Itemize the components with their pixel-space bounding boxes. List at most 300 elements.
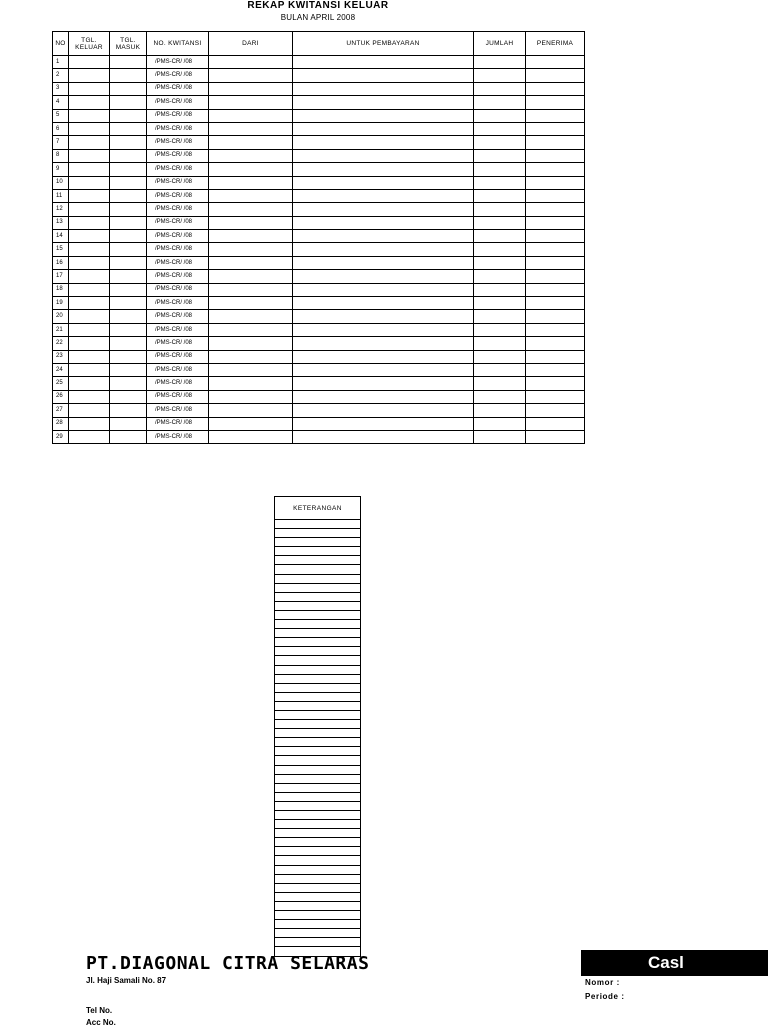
cell-penerima: [526, 337, 585, 350]
cell-penerima: [526, 363, 585, 376]
cell-untuk-pembayaran: [293, 363, 474, 376]
keterangan-cell: [275, 929, 361, 938]
cell-no-kwitansi: /PMS-CR/ /08: [147, 270, 209, 283]
cell-dari: [209, 149, 293, 162]
cell-no: 25: [53, 377, 69, 390]
keterangan-row: [275, 820, 361, 829]
table-row: [53, 243, 585, 256]
cell-no-kwitansi: /PMS-CR/ /08: [147, 323, 209, 336]
keterangan-cell: [275, 629, 361, 638]
cell-no: 14: [53, 230, 69, 243]
keterangan-row: [275, 901, 361, 910]
cell-tgl-keluar: [69, 256, 110, 269]
cell-dari: [209, 310, 293, 323]
cell-dari: [209, 377, 293, 390]
cell-jumlah: [474, 96, 526, 109]
cell-no: 4: [53, 96, 69, 109]
cell-tgl-keluar: [69, 283, 110, 296]
cell-tgl-keluar: [69, 149, 110, 162]
keterangan-row: [275, 720, 361, 729]
cell-untuk-pembayaran: [293, 256, 474, 269]
cell-untuk-pembayaran: [293, 122, 474, 135]
cell-tgl-masuk: [110, 56, 147, 69]
cell-dari: [209, 363, 293, 376]
keterangan-cell: [275, 774, 361, 783]
table-row: [53, 69, 585, 82]
keterangan-cell: [275, 556, 361, 565]
cell-untuk-pembayaran: [293, 163, 474, 176]
keterangan-row: [275, 656, 361, 665]
cell-dari: [209, 203, 293, 216]
company-tel: Tel No.: [86, 1006, 113, 1015]
keterangan-row: [275, 929, 361, 938]
keterangan-row: [275, 520, 361, 529]
cell-tgl-masuk: [110, 189, 147, 202]
cell-tgl-keluar: [69, 350, 110, 363]
cell-tgl-keluar: [69, 189, 110, 202]
cell-penerima: [526, 297, 585, 310]
cell-untuk-pembayaran: [293, 283, 474, 296]
cell-dari: [209, 56, 293, 69]
cell-untuk-pembayaran: [293, 390, 474, 403]
cell-tgl-masuk: [110, 350, 147, 363]
table-row: [53, 270, 585, 283]
cell-jumlah: [474, 283, 526, 296]
keterangan-row: [275, 938, 361, 947]
cell-untuk-pembayaran: [293, 417, 474, 430]
cell-tgl-keluar: [69, 82, 110, 95]
cell-jumlah: [474, 377, 526, 390]
cell-no-kwitansi: /PMS-CR/ /08: [147, 283, 209, 296]
cell-tgl-masuk: [110, 404, 147, 417]
cell-tgl-keluar: [69, 203, 110, 216]
cell-tgl-keluar: [69, 377, 110, 390]
table-row: [53, 297, 585, 310]
cell-untuk-pembayaran: [293, 337, 474, 350]
cell-no-kwitansi: /PMS-CR/ /08: [147, 176, 209, 189]
cell-tgl-keluar: [69, 230, 110, 243]
table-row: [53, 283, 585, 296]
cell-no-kwitansi: /PMS-CR/ /08: [147, 256, 209, 269]
keterangan-cell: [275, 829, 361, 838]
cut-off-text: Acc No.: [86, 1018, 116, 1027]
periode-label: Periode :: [585, 992, 625, 1001]
cell-no-kwitansi: /PMS-CR/ /08: [147, 337, 209, 350]
cell-penerima: [526, 350, 585, 363]
keterangan-row: [275, 865, 361, 874]
cell-dari: [209, 189, 293, 202]
keterangan-cell: [275, 683, 361, 692]
cell-no-kwitansi: /PMS-CR/ /08: [147, 310, 209, 323]
keterangan-row: [275, 729, 361, 738]
keterangan-cell: [275, 583, 361, 592]
cell-no-kwitansi: /PMS-CR/ /08: [147, 96, 209, 109]
table-row: [53, 430, 585, 443]
cell-no-kwitansi: /PMS-CR/ /08: [147, 216, 209, 229]
cell-dari: [209, 82, 293, 95]
keterangan-cell: [275, 738, 361, 747]
keterangan-row: [275, 601, 361, 610]
table-row: [53, 176, 585, 189]
cell-jumlah: [474, 337, 526, 350]
cell-jumlah: [474, 350, 526, 363]
keterangan-row: [275, 747, 361, 756]
cell-no-kwitansi: /PMS-CR/ /08: [147, 203, 209, 216]
cell-tgl-masuk: [110, 310, 147, 323]
cell-tgl-keluar: [69, 122, 110, 135]
keterangan-cell: [275, 610, 361, 619]
cell-tgl-masuk: [110, 377, 147, 390]
keterangan-header: KETERANGAN: [275, 497, 361, 520]
cell-untuk-pembayaran: [293, 350, 474, 363]
cell-tgl-masuk: [110, 163, 147, 176]
keterangan-row: [275, 620, 361, 629]
cell-tgl-keluar: [69, 337, 110, 350]
cell-penerima: [526, 176, 585, 189]
keterangan-row: [275, 547, 361, 556]
cell-no-kwitansi: /PMS-CR/ /08: [147, 136, 209, 149]
keterangan-cell: [275, 865, 361, 874]
cell-dari: [209, 96, 293, 109]
cell-penerima: [526, 56, 585, 69]
cell-tgl-masuk: [110, 216, 147, 229]
cell-tgl-keluar: [69, 270, 110, 283]
cell-tgl-masuk: [110, 430, 147, 443]
table-row: [53, 163, 585, 176]
cell-untuk-pembayaran: [293, 56, 474, 69]
cell-no-kwitansi: /PMS-CR/ /08: [147, 149, 209, 162]
cell-tgl-masuk: [110, 122, 147, 135]
keterangan-row: [275, 911, 361, 920]
keterangan-cell: [275, 547, 361, 556]
cell-tgl-keluar: [69, 136, 110, 149]
keterangan-row: [275, 674, 361, 683]
cell-penerima: [526, 310, 585, 323]
cell-tgl-masuk: [110, 283, 147, 296]
table-row: [53, 82, 585, 95]
cell-dari: [209, 109, 293, 122]
cell-no-kwitansi: /PMS-CR/ /08: [147, 350, 209, 363]
cell-no-kwitansi: /PMS-CR/ /08: [147, 163, 209, 176]
cell-dari: [209, 404, 293, 417]
keterangan-cell: [275, 520, 361, 529]
cell-dari: [209, 283, 293, 296]
keterangan-cell: [275, 811, 361, 820]
cell-no-kwitansi: /PMS-CR/ /08: [147, 363, 209, 376]
cell-no-kwitansi: /PMS-CR/ /08: [147, 122, 209, 135]
keterangan-row: [275, 538, 361, 547]
cell-untuk-pembayaran: [293, 203, 474, 216]
cell-tgl-masuk: [110, 390, 147, 403]
keterangan-row: [275, 801, 361, 810]
keterangan-row: [275, 647, 361, 656]
cell-untuk-pembayaran: [293, 109, 474, 122]
cell-penerima: [526, 82, 585, 95]
cell-tgl-masuk: [110, 256, 147, 269]
cell-tgl-keluar: [69, 390, 110, 403]
keterangan-cell: [275, 874, 361, 883]
keterangan-row: [275, 811, 361, 820]
document-subtitle: BULAN APRIL 2008: [280, 13, 356, 22]
keterangan-cell: [275, 647, 361, 656]
cell-tgl-masuk: [110, 270, 147, 283]
table-row: [53, 203, 585, 216]
cell-no-kwitansi: /PMS-CR/ /08: [147, 417, 209, 430]
cell-no: 19: [53, 297, 69, 310]
keterangan-cell: [275, 765, 361, 774]
cell-no-kwitansi: /PMS-CR/ /08: [147, 390, 209, 403]
keterangan-row: [275, 883, 361, 892]
cell-untuk-pembayaran: [293, 230, 474, 243]
cell-dari: [209, 390, 293, 403]
cell-no: 5: [53, 109, 69, 122]
keterangan-cell: [275, 601, 361, 610]
keterangan-cell: [275, 656, 361, 665]
cell-jumlah: [474, 297, 526, 310]
table-row: [53, 390, 585, 403]
cell-tgl-masuk: [110, 136, 147, 149]
cell-untuk-pembayaran: [293, 270, 474, 283]
keterangan-cell: [275, 565, 361, 574]
cell-penerima: [526, 430, 585, 443]
cell-no: 23: [53, 350, 69, 363]
cell-tgl-masuk: [110, 363, 147, 376]
cell-penerima: [526, 216, 585, 229]
cell-penerima: [526, 404, 585, 417]
cell-penerima: [526, 163, 585, 176]
cell-tgl-keluar: [69, 96, 110, 109]
cell-tgl-masuk: [110, 323, 147, 336]
cell-no: 3: [53, 82, 69, 95]
keterangan-row: [275, 556, 361, 565]
cell-no: 8: [53, 149, 69, 162]
cell-untuk-pembayaran: [293, 189, 474, 202]
table-row: [53, 109, 585, 122]
cell-no: 27: [53, 404, 69, 417]
cell-no: 11: [53, 189, 69, 202]
cell-penerima: [526, 122, 585, 135]
cell-untuk-pembayaran: [293, 297, 474, 310]
cell-no: 21: [53, 323, 69, 336]
cell-untuk-pembayaran: [293, 96, 474, 109]
cell-untuk-pembayaran: [293, 216, 474, 229]
keterangan-cell: [275, 529, 361, 538]
keterangan-row: [275, 783, 361, 792]
keterangan-cell: [275, 938, 361, 947]
cell-jumlah: [474, 176, 526, 189]
cell-penerima: [526, 189, 585, 202]
cell-jumlah: [474, 430, 526, 443]
cell-tgl-masuk: [110, 203, 147, 216]
table-row: [53, 230, 585, 243]
cell-untuk-pembayaran: [293, 310, 474, 323]
cell-penerima: [526, 203, 585, 216]
cell-jumlah: [474, 417, 526, 430]
cell-penerima: [526, 417, 585, 430]
cell-no: 28: [53, 417, 69, 430]
keterangan-cell: [275, 783, 361, 792]
cell-jumlah: [474, 270, 526, 283]
cell-penerima: [526, 109, 585, 122]
cell-untuk-pembayaran: [293, 430, 474, 443]
keterangan-cell: [275, 892, 361, 901]
keterangan-row: [275, 692, 361, 701]
cell-tgl-keluar: [69, 310, 110, 323]
keterangan-cell: [275, 838, 361, 847]
col-header-untuk-pembayaran: UNTUK PEMBAYARAN: [293, 32, 474, 56]
cell-no-kwitansi: /PMS-CR/ /08: [147, 404, 209, 417]
keterangan-row: [275, 701, 361, 710]
table-header-row: [53, 32, 585, 56]
cell-dari: [209, 323, 293, 336]
cell-dari: [209, 163, 293, 176]
cell-penerima: [526, 136, 585, 149]
cell-no-kwitansi: /PMS-CR/ /08: [147, 56, 209, 69]
cell-no-kwitansi: /PMS-CR/ /08: [147, 230, 209, 243]
cell-jumlah: [474, 243, 526, 256]
cell-dari: [209, 297, 293, 310]
keterangan-cell: [275, 901, 361, 910]
cell-tgl-keluar: [69, 417, 110, 430]
cell-jumlah: [474, 310, 526, 323]
table-row: [53, 350, 585, 363]
cell-untuk-pembayaran: [293, 136, 474, 149]
keterangan-cell: [275, 847, 361, 856]
keterangan-cell: [275, 747, 361, 756]
cash-label: Casl: [648, 953, 684, 972]
cell-tgl-keluar: [69, 323, 110, 336]
keterangan-cell: [275, 592, 361, 601]
cell-jumlah: [474, 82, 526, 95]
cell-penerima: [526, 283, 585, 296]
cell-tgl-keluar: [69, 109, 110, 122]
cell-jumlah: [474, 109, 526, 122]
cell-tgl-keluar: [69, 69, 110, 82]
keterangan-row: [275, 838, 361, 847]
keterangan-cell: [275, 920, 361, 929]
cell-tgl-masuk: [110, 82, 147, 95]
cell-dari: [209, 216, 293, 229]
cell-dari: [209, 136, 293, 149]
company-address: Jl. Haji Samali No. 87: [86, 976, 167, 985]
cell-tgl-masuk: [110, 149, 147, 162]
table-row: [53, 96, 585, 109]
keterangan-row: [275, 765, 361, 774]
keterangan-cell: [275, 911, 361, 920]
cell-tgl-keluar: [69, 163, 110, 176]
cell-penerima: [526, 230, 585, 243]
cell-no: 2: [53, 69, 69, 82]
keterangan-cell: [275, 538, 361, 547]
table-row: [53, 56, 585, 69]
cell-jumlah: [474, 122, 526, 135]
keterangan-cell: [275, 665, 361, 674]
cell-penerima: [526, 149, 585, 162]
keterangan-cell: [275, 801, 361, 810]
keterangan-row: [275, 738, 361, 747]
cell-jumlah: [474, 323, 526, 336]
keterangan-row: [275, 583, 361, 592]
col-header-tgl-keluar: TGL. KELUAR: [69, 32, 110, 56]
keterangan-row: [275, 892, 361, 901]
keterangan-row: [275, 565, 361, 574]
cell-untuk-pembayaran: [293, 404, 474, 417]
cell-dari: [209, 430, 293, 443]
table-row: [53, 216, 585, 229]
cell-dari: [209, 256, 293, 269]
cell-jumlah: [474, 189, 526, 202]
cell-no: 7: [53, 136, 69, 149]
cell-dari: [209, 230, 293, 243]
cell-no-kwitansi: /PMS-CR/ /08: [147, 430, 209, 443]
cell-dari: [209, 350, 293, 363]
keterangan-cell: [275, 674, 361, 683]
cell-no-kwitansi: /PMS-CR/ /08: [147, 109, 209, 122]
cell-penerima: [526, 69, 585, 82]
keterangan-row: [275, 874, 361, 883]
keterangan-row: [275, 920, 361, 929]
cell-untuk-pembayaran: [293, 377, 474, 390]
cell-tgl-masuk: [110, 337, 147, 350]
cell-jumlah: [474, 404, 526, 417]
table-row: [53, 404, 585, 417]
cell-no: 13: [53, 216, 69, 229]
col-header-no-kwitansi: NO. KWITANSI: [147, 32, 209, 56]
cell-untuk-pembayaran: [293, 149, 474, 162]
cell-no: 9: [53, 163, 69, 176]
cell-tgl-keluar: [69, 297, 110, 310]
keterangan-cell: [275, 701, 361, 710]
cell-jumlah: [474, 163, 526, 176]
cell-tgl-keluar: [69, 430, 110, 443]
cell-tgl-keluar: [69, 216, 110, 229]
cell-untuk-pembayaran: [293, 176, 474, 189]
cell-dari: [209, 69, 293, 82]
keterangan-row: [275, 574, 361, 583]
cell-no-kwitansi: /PMS-CR/ /08: [147, 377, 209, 390]
cell-dari: [209, 417, 293, 430]
table-row: [53, 136, 585, 149]
cell-jumlah: [474, 69, 526, 82]
keterangan-row: [275, 792, 361, 801]
cell-tgl-masuk: [110, 230, 147, 243]
keterangan-cell: [275, 574, 361, 583]
keterangan-row: [275, 529, 361, 538]
keterangan-row: [275, 683, 361, 692]
nomor-label: Nomor :: [585, 978, 620, 987]
cell-no: 16: [53, 256, 69, 269]
cell-jumlah: [474, 56, 526, 69]
col-header-dari: DARI: [209, 32, 293, 56]
keterangan-row: [275, 774, 361, 783]
cell-untuk-pembayaran: [293, 69, 474, 82]
table-row: [53, 417, 585, 430]
keterangan-row: [275, 829, 361, 838]
keterangan-table: [274, 496, 361, 957]
cell-jumlah: [474, 149, 526, 162]
keterangan-cell: [275, 720, 361, 729]
cell-no-kwitansi: /PMS-CR/ /08: [147, 189, 209, 202]
cell-penerima: [526, 243, 585, 256]
company-name: PT.DIAGONAL CITRA SELARAS: [86, 953, 370, 974]
keterangan-cell: [275, 620, 361, 629]
table-row: [53, 149, 585, 162]
cell-no: 6: [53, 122, 69, 135]
table-row: [53, 122, 585, 135]
rekap-table: [52, 31, 585, 444]
cell-tgl-keluar: [69, 176, 110, 189]
cell-no: 1: [53, 56, 69, 69]
